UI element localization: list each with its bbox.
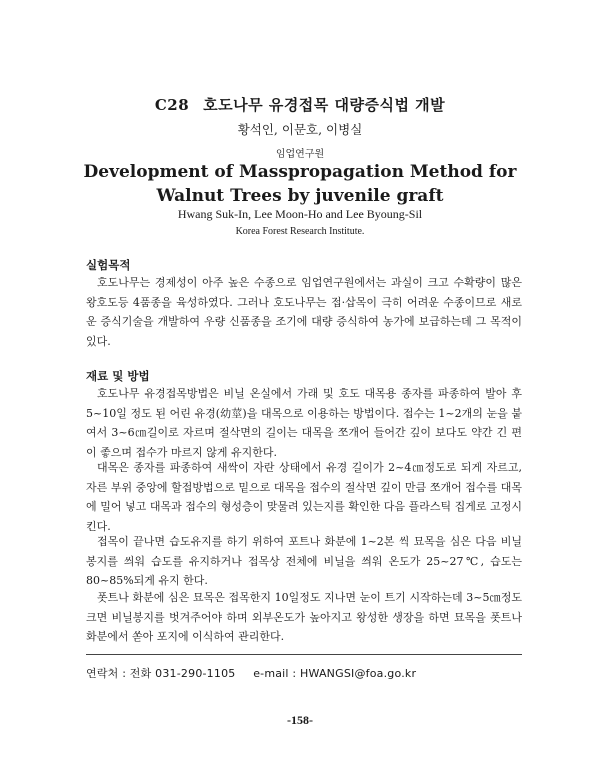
contact-label: 연락처 bbox=[86, 667, 119, 680]
title-english-line-1: Development of Masspropagation Method for bbox=[83, 162, 517, 182]
contact-line bbox=[86, 665, 416, 681]
authors-korean: 황석인, 이문호, 이병실 bbox=[237, 122, 363, 137]
page-number: -158- bbox=[287, 713, 313, 727]
contact-colon: : bbox=[122, 667, 127, 680]
phone-number: 031-290-1105 bbox=[155, 667, 236, 680]
methods-paragraph-3: 접목이 끝나면 습도유지를 하기 위하여 포트나 화분에 1~2본 씩 묘목을 심은 다음 비닐봉지를 씌워 습도를 유지하거나 접목상 전체에 비닐을 씌워 온도가 25~27℃, 습도는 80~85%되게 유지 한다. bbox=[86, 535, 522, 588]
abstract-code: C28 bbox=[154, 96, 190, 114]
email-colon: : bbox=[292, 667, 297, 680]
affiliation-korean: 임업연구원 bbox=[275, 149, 325, 160]
email-address: HWANGSI@foa.go.kr bbox=[300, 667, 417, 680]
methods-paragraph-2: 대목은 종자를 파종하여 새싹이 자란 상태에서 유경 길이가 2~4㎝정도로 되게 자르고, 자른 부위 중앙에 할접방법으로 밑으로 대목을 접수의 절삭면 깊이 만큼 쪼개어 접수를 대목에 밀어 넣고 대목과 접수의 형성층이 맞물려 있는지를 확인한 다음 플라스틱 집게로 고정시킨다. bbox=[86, 461, 522, 533]
email-label: e-mail bbox=[253, 667, 289, 680]
affiliation-english: Korea Forest Research Institute. bbox=[235, 226, 365, 237]
methods-paragraph-1: 호도나무 유경접목방법은 비닐 온실에서 가래 및 호도 대목용 종자를 파종하여 발아 후 5~10일 정도 된 어린 유경(幼莖)을 대목으로 이용하는 방법이다. 접수는 1~2개의 눈을 붙여서 3~6㎝길이로 자르며 절삭면의 길이는 대목을 쪼개어 들어간 깊이 보다도 약간 긴 편이 좋으며 접수가 마르지 않게 유지한다. bbox=[86, 387, 522, 459]
paper-title-korean bbox=[0, 94, 600, 115]
section-heading-methods: 재료 및 방법 bbox=[86, 369, 150, 383]
section-heading-purpose: 실험목적 bbox=[86, 258, 131, 272]
footer-divider bbox=[86, 654, 522, 655]
authors-english: Hwang Suk-In, Lee Moon-Ho and Lee Byoung-Sil bbox=[177, 207, 423, 221]
title-korean-text: 호도나무 유경접목 대량증식법 개발 bbox=[203, 96, 446, 114]
methods-paragraph-4: 폿트나 화분에 심은 묘목은 접목한지 10일정도 지나면 눈이 트기 시작하는데 3~5㎝정도 크면 비닐봉지를 벗겨주어야 하며 외부온도가 높아지고 왕성한 생장을 하면 묘목을 폿트나 화분에서 쏟아 포지에 이식하여 관리한다. bbox=[86, 591, 522, 644]
paper-title-english bbox=[0, 160, 600, 208]
purpose-paragraph: 호도나무는 경제성이 아주 높은 수종으로 임업연구원에서는 과실이 크고 수확량이 많은 왕호도등 4품종을 육성하였다. 그러나 호도나무는 접·삽목이 극히 어려운 수종이므로 새로운 증식기술을 개발하여 우량 신품종을 조기에 대량 증식하여 농가에 보급하는데 그 목적이 있다. bbox=[86, 276, 522, 348]
phone-label: 전화 bbox=[129, 667, 152, 680]
title-english-line-2: Walnut Trees by juvenile graft bbox=[156, 186, 444, 206]
